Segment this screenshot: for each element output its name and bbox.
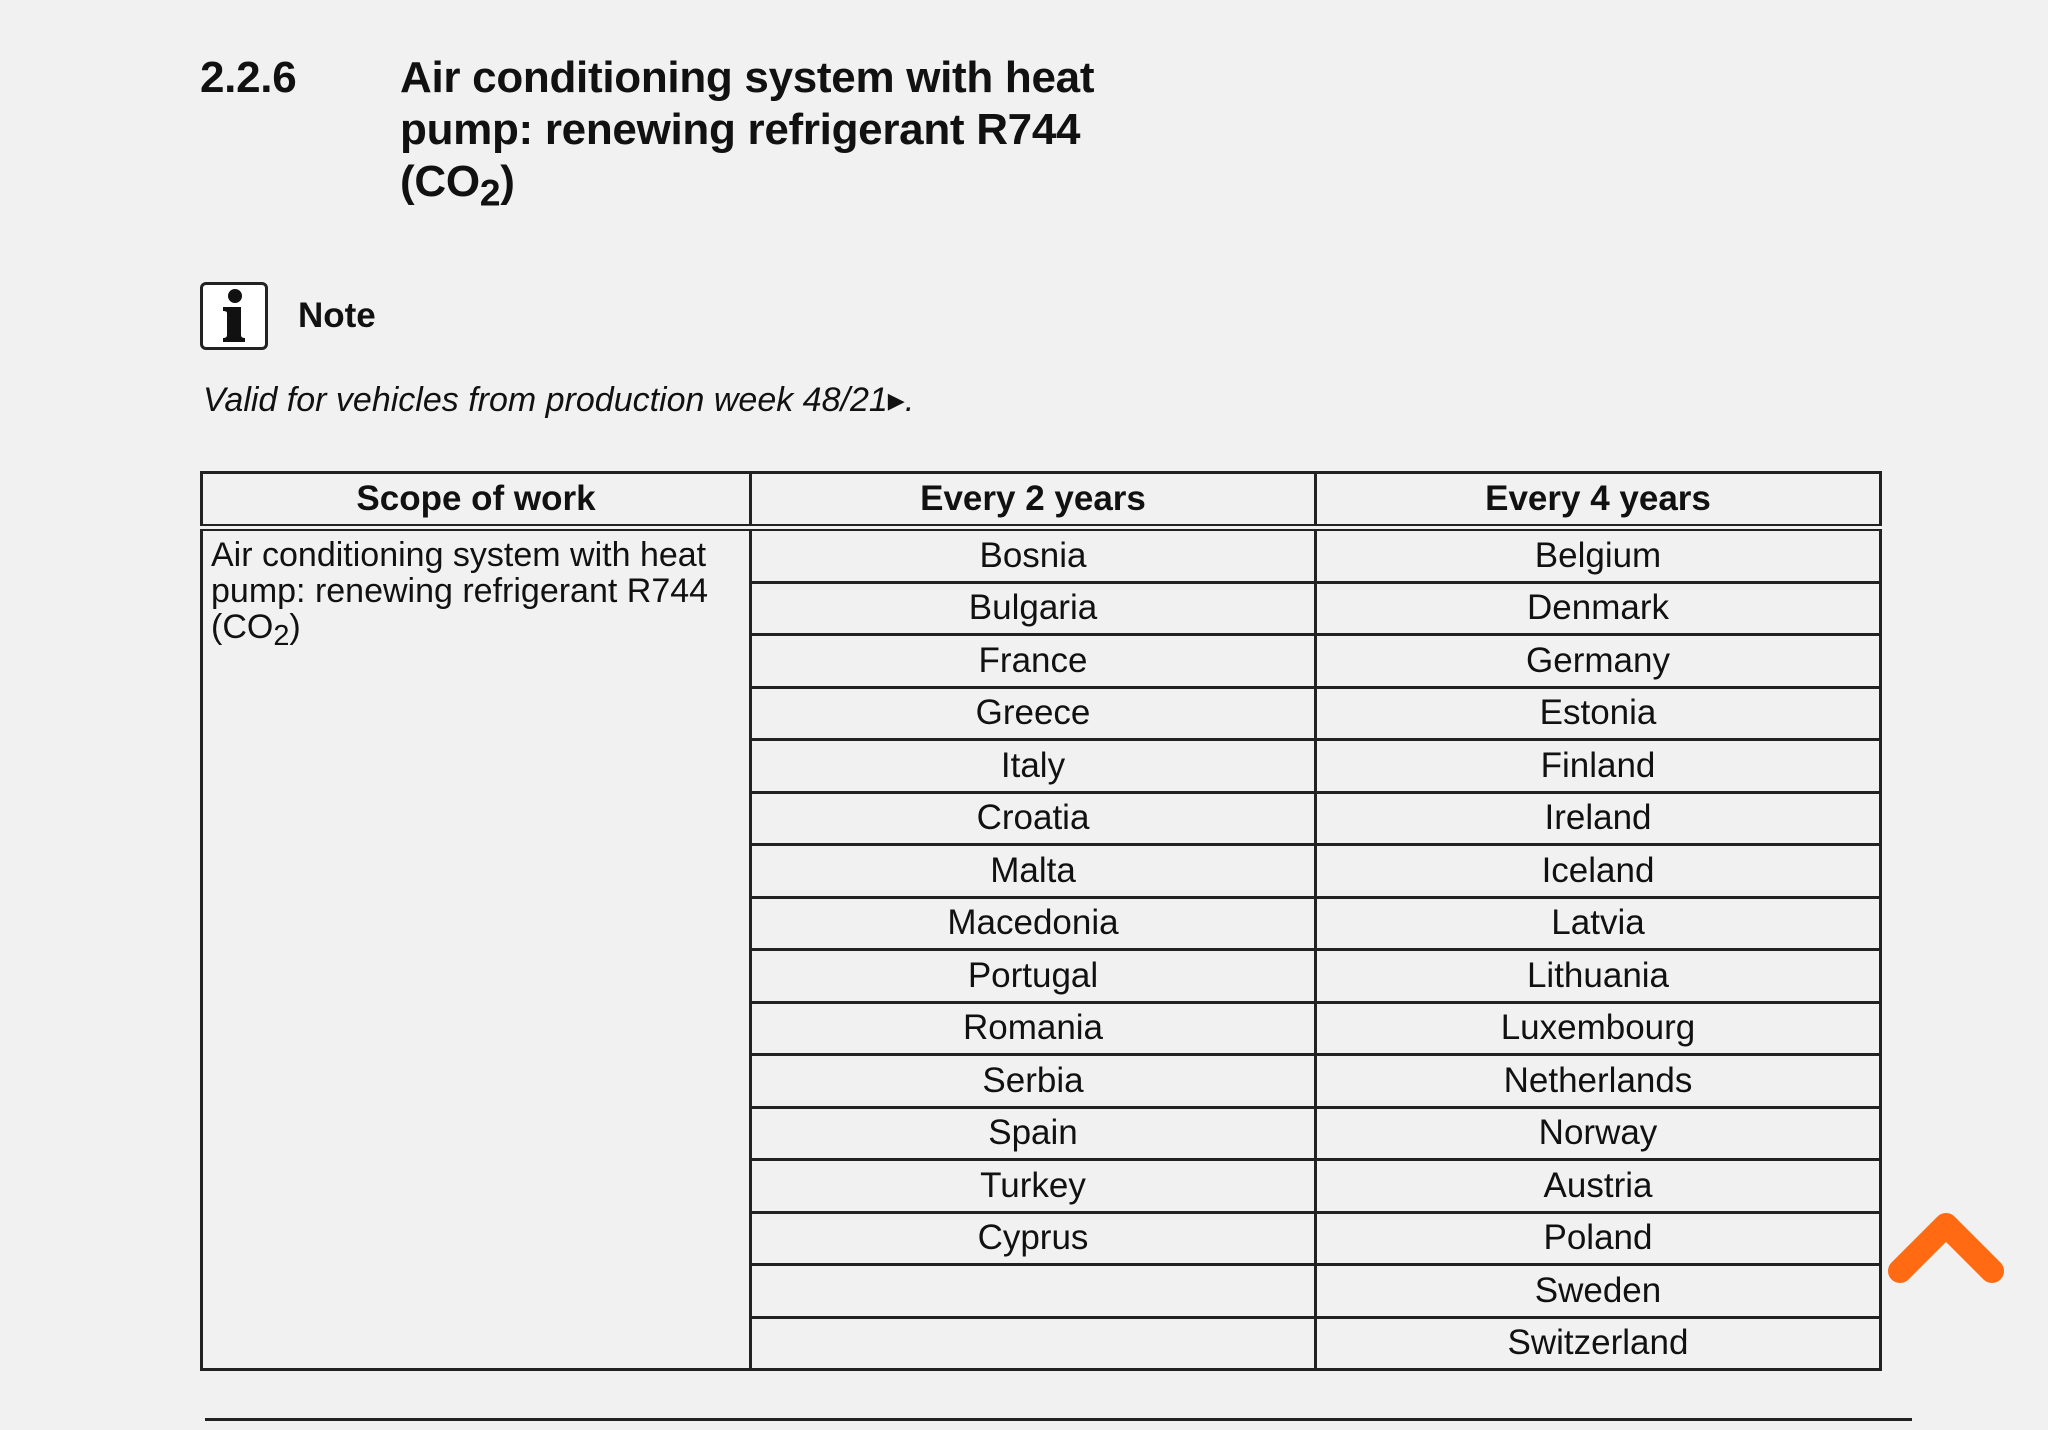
every-2-years-country: Malta — [751, 845, 1316, 898]
info-icon — [200, 282, 268, 350]
header-scope-of-work: Scope of work — [202, 473, 751, 528]
table-row — [202, 528, 1881, 583]
every-2-years-country: Greece — [751, 687, 1316, 740]
table-header-row — [202, 473, 1881, 528]
every-4-years-country: Denmark — [1316, 582, 1881, 635]
every-2-years-country: Macedonia — [751, 897, 1316, 950]
every-2-years-country: Cyprus — [751, 1212, 1316, 1265]
every-2-years-country: Portugal — [751, 950, 1316, 1003]
every-4-years-country: Latvia — [1316, 897, 1881, 950]
every-2-years-country: France — [751, 635, 1316, 688]
every-4-years-country: Netherlands — [1316, 1055, 1881, 1108]
every-2-years-country: Bosnia — [751, 528, 1316, 583]
service-schedule-table — [200, 471, 1882, 1371]
bottom-divider — [205, 1418, 1912, 1421]
every-2-years-country: Spain — [751, 1107, 1316, 1160]
every-4-years-country: Switzerland — [1316, 1317, 1881, 1370]
every-2-years-country: Croatia — [751, 792, 1316, 845]
every-4-years-country: Lithuania — [1316, 950, 1881, 1003]
every-4-years-country: Finland — [1316, 740, 1881, 793]
every-4-years-country: Poland — [1316, 1212, 1881, 1265]
every-4-years-country: Norway — [1316, 1107, 1881, 1160]
every-4-years-country: Ireland — [1316, 792, 1881, 845]
every-2-years-country — [751, 1265, 1316, 1318]
chevron-up-icon — [1888, 1205, 2004, 1289]
every-4-years-country: Belgium — [1316, 528, 1881, 583]
every-2-years-country: Romania — [751, 1002, 1316, 1055]
every-2-years-country: Turkey — [751, 1160, 1316, 1213]
every-4-years-country: Estonia — [1316, 687, 1881, 740]
section-title: Air conditioning system with heat pump: renewing refrigerant R744 $(CO_2)$ — [400, 53, 1095, 214]
note-label: Note — [298, 296, 376, 335]
note-block — [200, 282, 376, 350]
every-2-years-country: Bulgaria — [751, 582, 1316, 635]
every-4-years-country: Luxembourg — [1316, 1002, 1881, 1055]
scroll-to-top-button[interactable] — [1888, 1205, 2004, 1289]
every-4-years-country: Austria — [1316, 1160, 1881, 1213]
every-4-years-country: Sweden — [1316, 1265, 1881, 1318]
section-heading — [200, 52, 1120, 214]
section-number: 2.2.6 — [200, 53, 297, 102]
header-every-4-years: Every 4 years — [1316, 473, 1881, 528]
every-4-years-country: Iceland — [1316, 845, 1881, 898]
every-2-years-country — [751, 1317, 1316, 1370]
every-4-years-country: Germany — [1316, 635, 1881, 688]
scope-of-work-cell: Air conditioning system with heat pump: renewing refrigerant R744 $(CO_2)$ — [202, 528, 751, 1370]
header-every-2-years: Every 2 years — [751, 473, 1316, 528]
every-2-years-country: Italy — [751, 740, 1316, 793]
every-2-years-country: Serbia — [751, 1055, 1316, 1108]
validity-text: Valid for vehicles from production week 48/21▸. — [203, 381, 915, 419]
